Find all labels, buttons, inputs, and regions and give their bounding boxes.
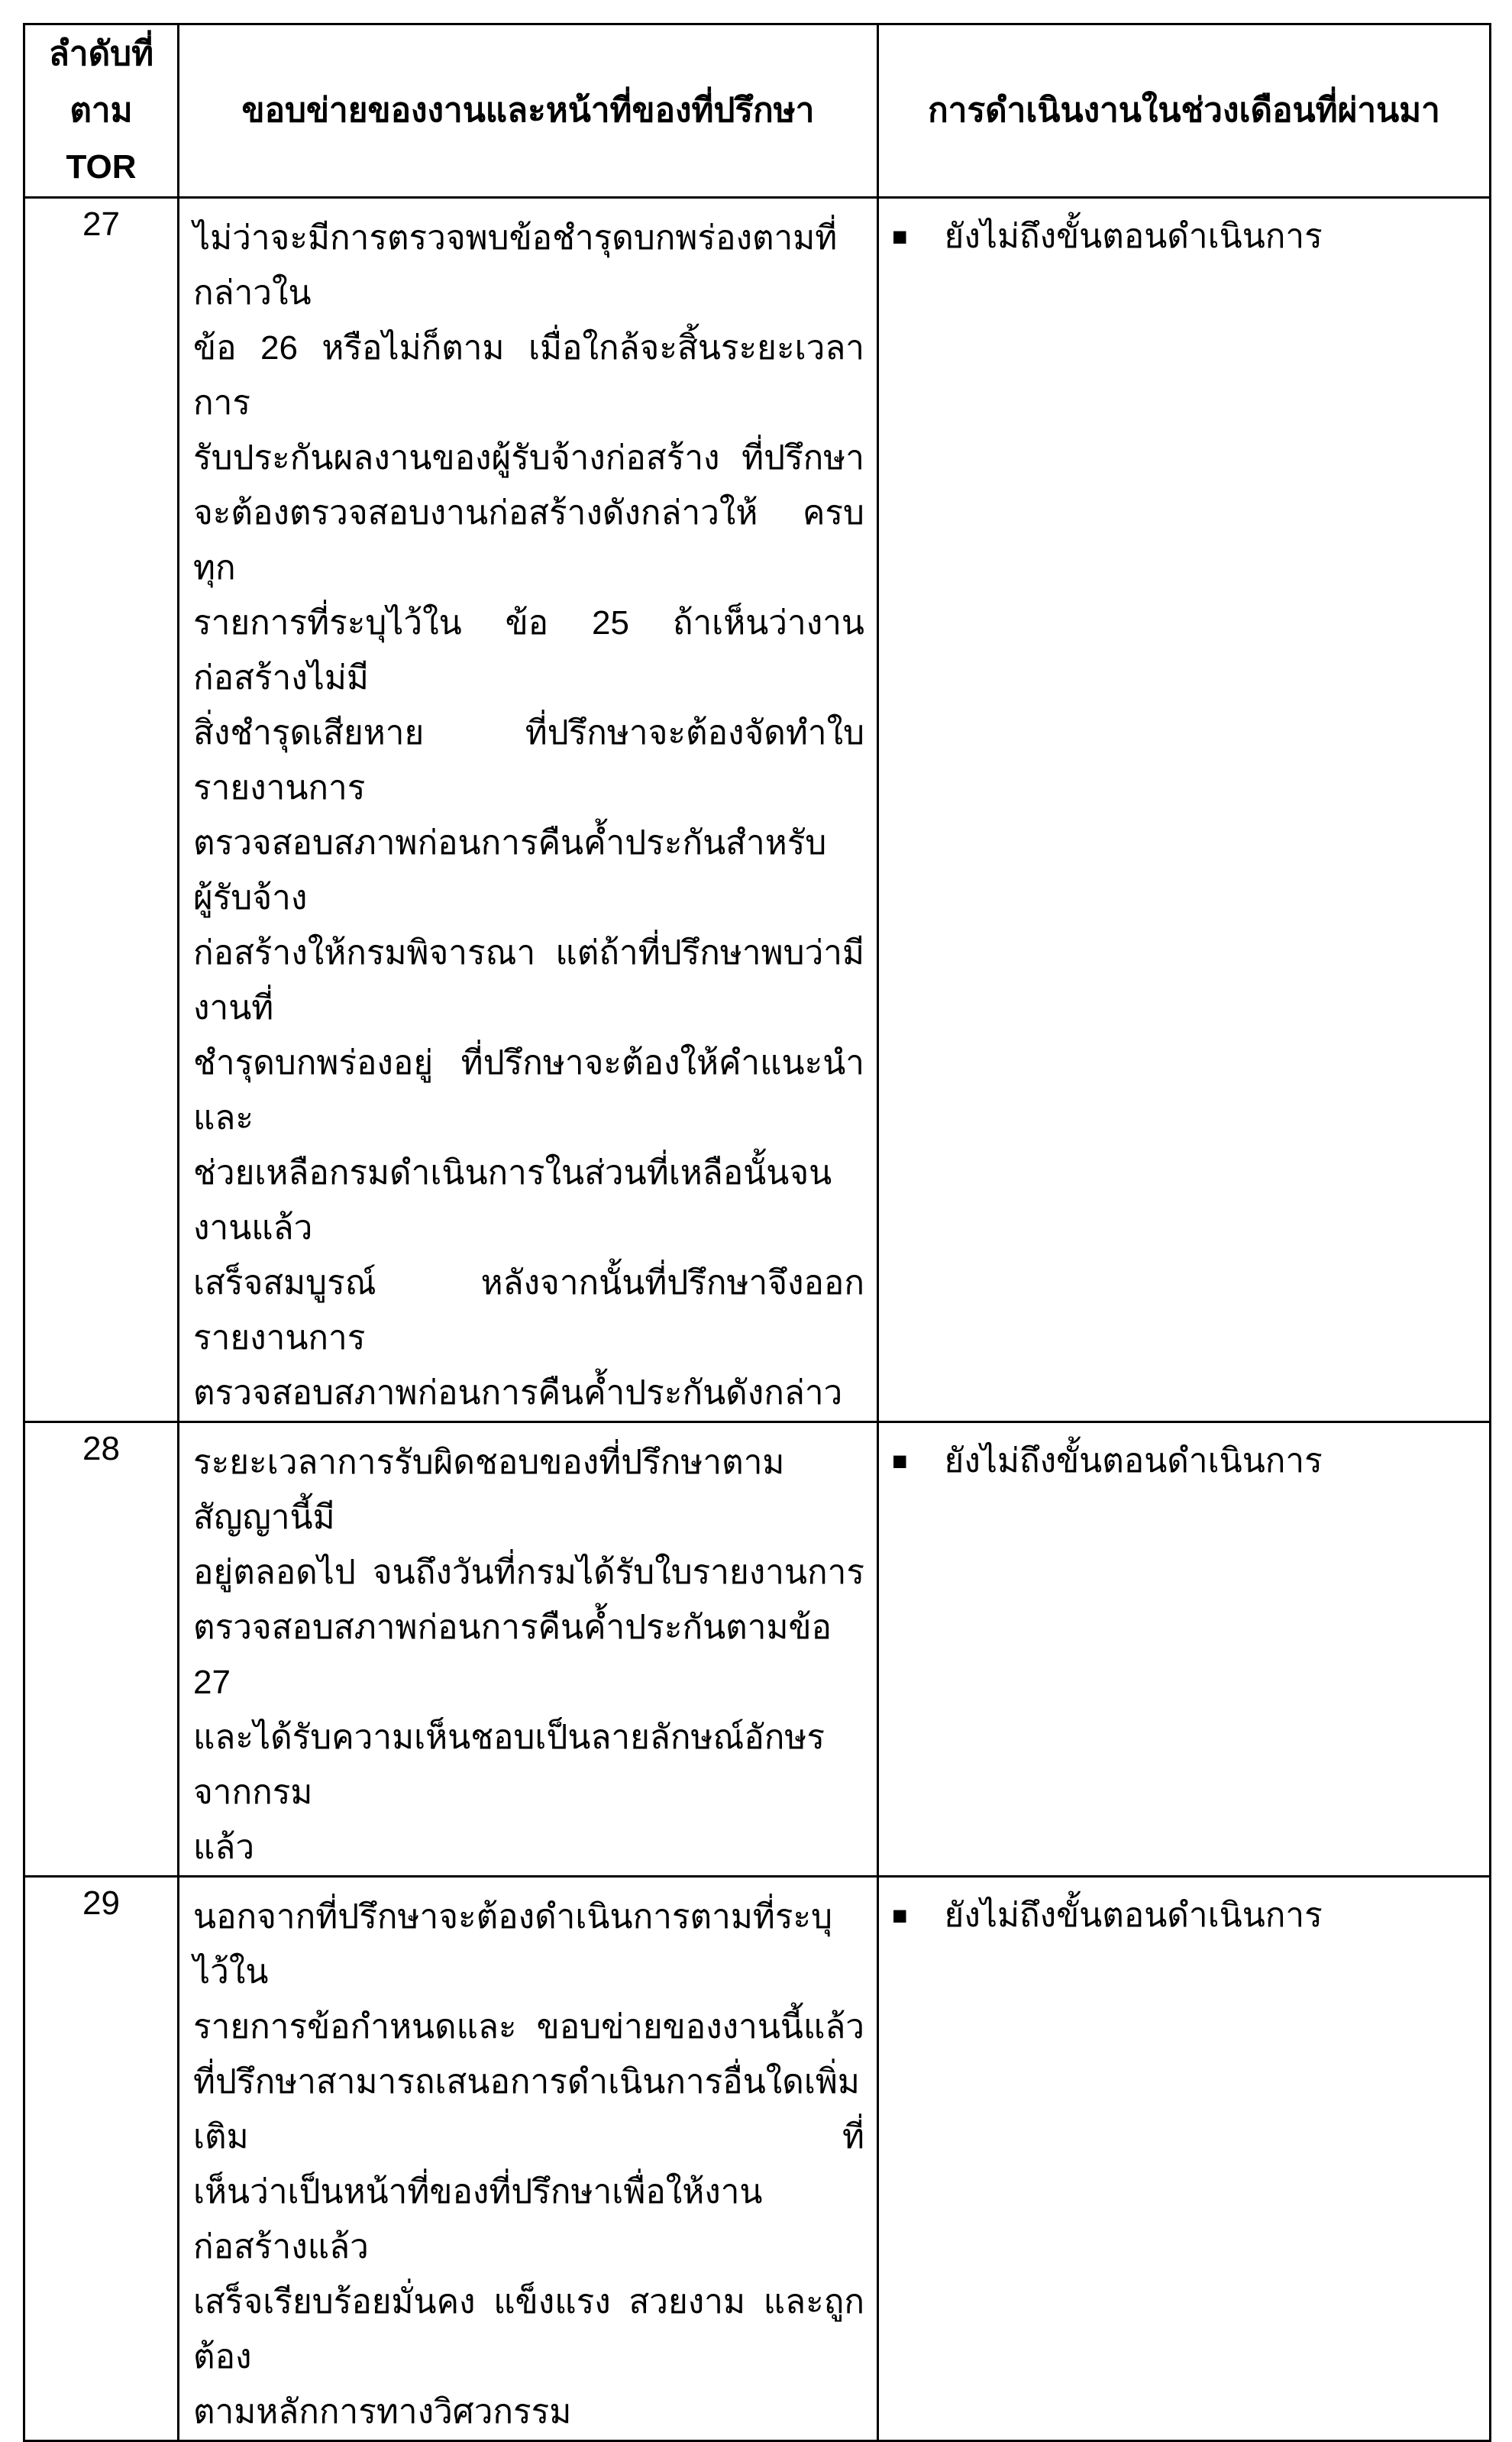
scope-text-line: ตามหลักการทางวิศวกรรม [193,2393,572,2431]
scope-cell [179,198,878,1422]
scope-text-line: เสร็จเรียบร้อยมั่นคง แข็งแรง สวยงาม และถูกต้อง [193,2283,864,2376]
tor-number-cell [24,1422,179,1877]
header-row [24,24,1491,198]
header-tor-line-3: TOR [66,148,137,186]
square-bullet-icon: ■ [892,222,908,251]
scope-text-line: จะต้องตรวจสอบงานก่อสร้างดังกล่าวให้ ครบทุก [193,494,864,587]
scope-text-line: ชำรุดบกพร่องอยู่ ที่ปรึกษาจะต้องให้คำแนะนำและ [193,1044,864,1137]
table-body [24,198,1491,2441]
tor-number-cell [24,198,179,1422]
tor-number: 27 [82,205,120,243]
scope-text-line: ช่วยเหลือกรมดำเนินการในส่วนที่เหลือนั้นจนงานแล้ว [193,1154,832,1247]
scope-cell [179,1877,878,2441]
scope-text-line: นอกจากที่ปรึกษาจะต้องดำเนินการตามที่ระบุไว้ใน [193,1898,833,1991]
scope-text-line: ก่อสร้างให้กรมพิจารณา แต่ถ้าที่ปรึกษาพบว่ามีงานที่ [193,934,864,1027]
scope-text-line: ที่ปรึกษาสามารถเสนอการดำเนินการอื่นใดเพิ่มเติม ที่ [193,2063,864,2156]
progress-cell [878,1422,1491,1877]
scope-text-line: เห็นว่าเป็นหน้าที่ของที่ปรึกษาเพื่อให้งานก่อสร้างแล้ว [193,2173,763,2266]
header-tor-line-1: ลำดับที่ [48,35,154,73]
progress-status-text: ยังไม่ถึงขั้นตอนดำเนินการ [944,1442,1323,1480]
header-cell-tor-number [24,24,179,198]
scope-text-line: รับประกันผลงานของผู้รับจ้างก่อสร้าง ที่ปรึกษา [193,439,864,477]
progress-cell [878,198,1491,1422]
table-row [24,198,1491,1422]
scope-text-line: สิ่งชำรุดเสียหาย ที่ปรึกษาจะต้องจัดทำใบรายงานการ [193,714,864,807]
scope-cell [179,1422,878,1877]
table-header [24,24,1491,198]
progress-item [892,1888,1481,1943]
scope-text-line: ตรวจสอบสภาพก่อนการคืนค้ำประกันสำหรับผู้รับจ้าง [193,824,827,917]
progress-status-text: ยังไม่ถึงขั้นตอนดำเนินการ [944,1897,1323,1934]
table-row [24,1877,1491,2441]
scope-text-line: อยู่ตลอดไป จนถึงวันที่กรมได้รับใบรายงานการ [193,1554,864,1591]
scope-text-line: ไม่ว่าจะมีการตรวจพบข้อชำรุดบกพร่องตามที่กล่าวใน [193,219,838,312]
tor-number-cell [24,1877,179,2441]
tor-number: 28 [82,1430,120,1467]
scope-text-line: ตรวจสอบสภาพก่อนการคืนค้ำประกันตามข้อ 27 [193,1609,842,1701]
scope-text-line: และได้รับความเห็นชอบเป็นลายลักษณ์อักษรจากกรม [193,1719,825,1811]
header-cell-scope: ขอบข่ายของงานและหน้าที่ของที่ปรึกษา [179,24,878,198]
progress-item [892,209,1481,264]
header-tor-line-2: ตาม [69,92,133,129]
tor-number: 29 [82,1884,120,1922]
header-cell-progress: การดำเนินงานในช่วงเดือนที่ผ่านมา [878,24,1491,198]
scope-text-line: ตรวจสอบสภาพก่อนการคืนค้ำประกันดังกล่าว [193,1374,843,1412]
progress-cell [878,1877,1491,2441]
scope-text-line: ระยะเวลาการรับผิดชอบของที่ปรึกษาตามสัญญานี้มี [193,1444,785,1536]
scope-text-line: แล้ว [193,1829,255,1866]
progress-status-text: ยังไม่ถึงขั้นตอนดำเนินการ [944,218,1323,255]
scope-text-line: รายการข้อกำหนดและ ขอบข่ายของงานนี้แล้ว [193,2008,864,2046]
table-row [24,1422,1491,1877]
square-bullet-icon: ■ [892,1901,908,1930]
square-bullet-icon: ■ [892,1447,908,1476]
progress-item [892,1434,1481,1489]
scope-text-line: ข้อ 26 หรือไม่ก็ตาม เมื่อใกล้จะสิ้นระยะเวลาการ [193,329,864,422]
tor-progress-table [23,23,1491,2442]
scope-text-line: รายการที่ระบุไว้ใน ข้อ 25 ถ้าเห็นว่างานก่อสร้างไม่มี [193,604,864,697]
scope-text-line: เสร็จสมบูรณ์ หลังจากนั้นที่ปรึกษาจึงออกรายงานการ [193,1264,864,1357]
